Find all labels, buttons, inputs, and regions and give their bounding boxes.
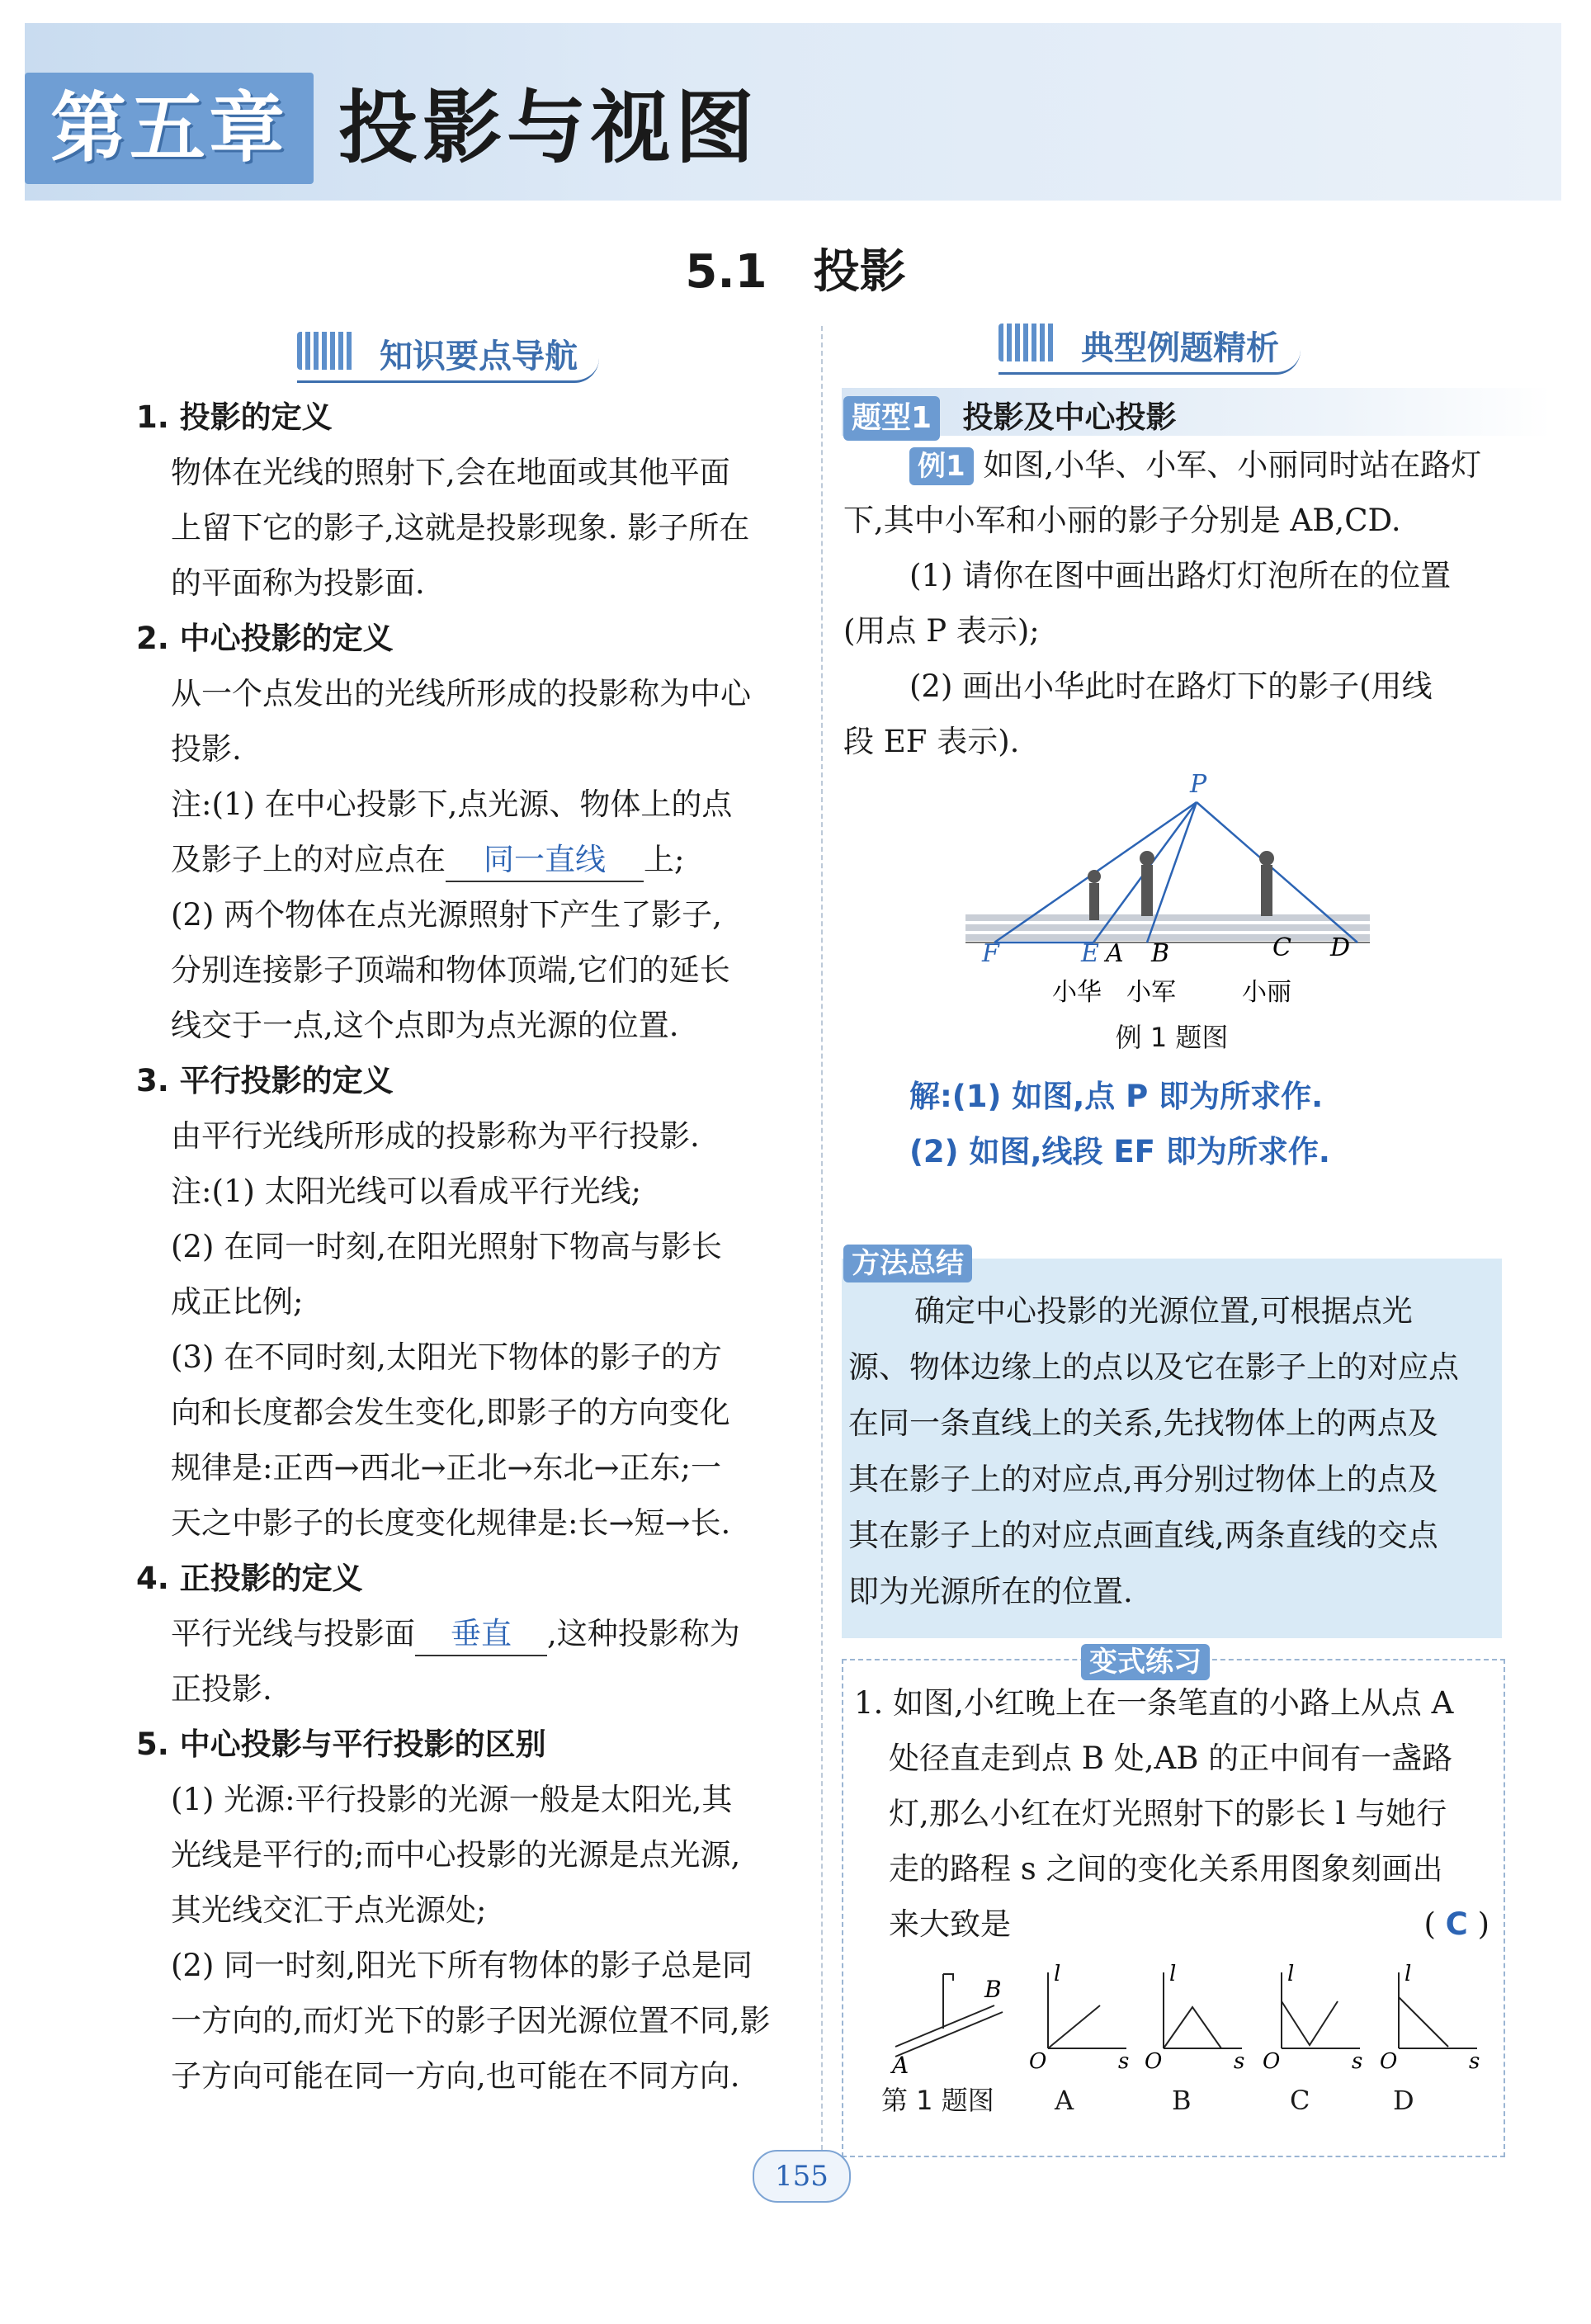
method-line: 其在影子上的对应点,再分别过物体上的点及: [848, 1462, 1438, 1497]
knowledge-tag: [297, 330, 599, 383]
item-5-line: 其光线交汇于点光源处;: [171, 1892, 487, 1928]
variant-badge-label: 变式练习: [1081, 1644, 1210, 1680]
question-line: 灯,那么小红在灯光照射下的影长 l 与她行: [889, 1796, 1447, 1831]
item-5-line: 光线是平行的;而中心投影的光源是点光源,: [171, 1837, 741, 1873]
svg-text:s: s: [1469, 2049, 1480, 2074]
item-3-line: 成正比例;: [171, 1284, 304, 1320]
person-label: 小丽: [1242, 978, 1291, 1007]
answer-choice: C: [1445, 1906, 1468, 1942]
example-line: (2) 画出小华此时在路灯下的影子(用线: [909, 668, 1433, 704]
svg-text:O: O: [1380, 2049, 1398, 2074]
answer-paren: ( C ): [1423, 1906, 1489, 1942]
options-row: [881, 2080, 1500, 2121]
chapter-title: 投影与视图: [338, 82, 759, 174]
item-3-line: 注:(1) 太阳光线可以看成平行光线;: [171, 1174, 642, 1209]
variant-figures: [887, 1956, 1498, 2076]
note-1-pre: 及影子上的对应点在: [171, 842, 446, 877]
examples-tag: [999, 322, 1301, 375]
book-hand-icon: [999, 324, 1056, 361]
item-1-line: 的平面称为投影面.: [171, 565, 425, 601]
point-F: F: [982, 939, 999, 968]
road-point-A: A: [892, 2052, 909, 2076]
question-last-line: 来大致是: [889, 1906, 1011, 1942]
people: [1088, 851, 1274, 920]
item-1-heading: 1. 投影的定义: [136, 399, 333, 435]
svg-text:O: O: [1145, 2049, 1163, 2074]
item-4-pre: 平行光线与投影面: [171, 1616, 415, 1651]
note-1-line: 注:(1) 在中心投影下,点光源、物体上的点: [171, 786, 733, 822]
note-1-rest: (2) 两个物体在点光源照射下产生了影子,: [171, 897, 722, 933]
item-5-line: 一方向的,而灯光下的影子因光源位置不同,影: [171, 2003, 771, 2038]
question-line: 走的路程 s 之间的变化关系用图象刻画出: [889, 1851, 1443, 1887]
road-point-B: B: [984, 1976, 1002, 2003]
item-3-line: 天之中影子的长度变化规律是:长→短→长.: [171, 1505, 731, 1541]
person-label: 小军: [1126, 978, 1176, 1007]
question-line: 处径直走到点 B 处,AB 的正中间有一盏路: [889, 1741, 1453, 1776]
item-3-line: 规律是:正西→西北→正北→东北→正东;一: [171, 1450, 721, 1486]
page-number: 155: [753, 2150, 851, 2203]
solution-line: (2) 如图,线段 EF 即为所求作.: [909, 1134, 1330, 1169]
method-line: 确定中心投影的光源位置,可根据点光: [914, 1293, 1413, 1329]
solution-line: 解:(1) 如图,点 P 即为所求作.: [909, 1079, 1324, 1114]
example-line: (用点 P 表示);: [843, 613, 1040, 649]
ground-stripes: [965, 914, 1370, 942]
item-3-line: 由平行光线所形成的投影称为平行投影.: [171, 1118, 700, 1154]
light-rays: [994, 802, 1357, 942]
method-line: 其在影子上的对应点画直线,两条直线的交点: [848, 1518, 1438, 1553]
point-C: C: [1272, 933, 1291, 962]
example-line: [843, 437, 1504, 493]
examples-tag-label: 典型例题精析: [1081, 329, 1279, 367]
knowledge-tag-label: 知识要点导航: [380, 338, 578, 376]
note-1-line-2: [171, 832, 796, 887]
method-line: 源、物体边缘上的点以及它在影子上的对应点: [848, 1349, 1459, 1385]
point-E: E: [1081, 939, 1099, 968]
option-A: A: [1055, 2085, 1074, 2116]
svg-text:s: s: [1234, 2049, 1245, 2074]
option-B: B: [1172, 2085, 1192, 2116]
example-1: [843, 437, 1504, 769]
method-badge-label: 方法总结: [843, 1245, 972, 1282]
book-bulb-icon: [297, 332, 355, 370]
item-3-line: 向和长度都会发生变化,即影子的方向变化: [171, 1395, 730, 1430]
column-divider: [821, 326, 823, 2158]
point-P: P: [1190, 770, 1207, 799]
example-line: 段 EF 表示).: [843, 724, 1020, 759]
item-4-post: ,这种投影称为: [547, 1616, 740, 1651]
type-heading: [843, 390, 1177, 445]
knowledge-content: [136, 390, 796, 2104]
type-badge: 题型1: [843, 396, 940, 441]
answer-blank-1: 同一直线: [446, 839, 644, 882]
item-2-line: 投影.: [171, 731, 242, 767]
item-5-heading: 5. 中心投影与平行投影的区别: [136, 1726, 546, 1762]
item-4-line: [171, 1606, 796, 1661]
item-3-heading: 3. 平行投影的定义: [136, 1063, 394, 1098]
note-1-rest: 线交于一点,这个点即为点光源的位置.: [171, 1008, 679, 1043]
svg-text:l: l: [1169, 1962, 1177, 1986]
item-2-line: 从一个点发出的光线所形成的投影称为中心: [171, 676, 751, 711]
note-1-rest: 分别连接影子顶端和物体顶端,它们的延长: [171, 952, 730, 988]
svg-text:s: s: [1118, 2049, 1130, 2074]
method-text: [848, 1283, 1500, 1620]
chapter-label: 第五章: [25, 73, 314, 184]
item-5-line: 子方向可能在同一方向,也可能在不同方向.: [171, 2058, 740, 2094]
item-3-line: (3) 在不同时刻,太阳光下物体的影子的方: [171, 1339, 722, 1375]
point-A: A: [1106, 939, 1124, 968]
svg-text:l: l: [1287, 1962, 1295, 1986]
item-5-line: (1) 光源:平行投影的光源一般是太阳光,其: [171, 1782, 733, 1817]
axis-labels: [1029, 1962, 1480, 2074]
person-label: 小华: [1052, 978, 1102, 1007]
option-C: C: [1290, 2085, 1310, 2116]
item-4-heading: 4. 正投影的定义: [136, 1561, 363, 1596]
method-line: 即为光源所在的位置.: [848, 1574, 1133, 1609]
item-4-line-2: 正投影.: [171, 1671, 272, 1707]
type-title: 投影及中心投影: [962, 399, 1177, 435]
svg-text:l: l: [1405, 1962, 1412, 1986]
note-1-post: 上;: [644, 842, 685, 877]
question-line: 1. 如图,小红晚上在一条笔直的小路上从点 A: [854, 1685, 1454, 1721]
method-badge: [843, 1245, 972, 1282]
example-line: (1) 请你在图中画出路灯灯泡所在的位置: [909, 558, 1452, 593]
item-5-line: (2) 同一时刻,阳光下所有物体的影子总是同: [171, 1948, 753, 1983]
svg-text:O: O: [1029, 2049, 1047, 2074]
point-D: D: [1330, 933, 1351, 962]
example-line: 下,其中小军和小丽的影子分别是 AB,CD.: [843, 503, 1401, 538]
example-figure: [949, 768, 1386, 1015]
item-1-line: 上留下它的影子,这就是投影现象. 影子所在: [171, 510, 750, 546]
figure-caption: 例 1 题图: [1115, 1022, 1229, 1053]
item-2-heading: 2. 中心投影的定义: [136, 621, 394, 656]
solution: [909, 1069, 1330, 1179]
answer-blank-2: 垂直: [415, 1613, 547, 1656]
example-badge: 例1: [909, 447, 974, 485]
example-line-1: 如图,小华、小军、小丽同时站在路灯: [983, 447, 1482, 483]
svg-text:O: O: [1263, 2049, 1281, 2074]
figure-1-caption: 第 1 题图: [881, 2085, 994, 2116]
variant-question: [854, 1675, 1498, 1952]
svg-text:s: s: [1352, 2049, 1363, 2074]
question-line: [854, 1897, 1498, 1952]
item-1-line: 物体在光线的照射下,会在地面或其他平面: [171, 455, 730, 490]
svg-text:l: l: [1054, 1962, 1061, 1986]
method-line: 在同一条直线上的关系,先找物体上的两点及: [848, 1405, 1438, 1441]
section-title: 5.1 投影: [685, 245, 906, 299]
point-B: B: [1151, 939, 1170, 968]
option-D: D: [1393, 2085, 1414, 2116]
item-3-line: (2) 在同一时刻,在阳光照射下物高与影长: [171, 1229, 722, 1264]
